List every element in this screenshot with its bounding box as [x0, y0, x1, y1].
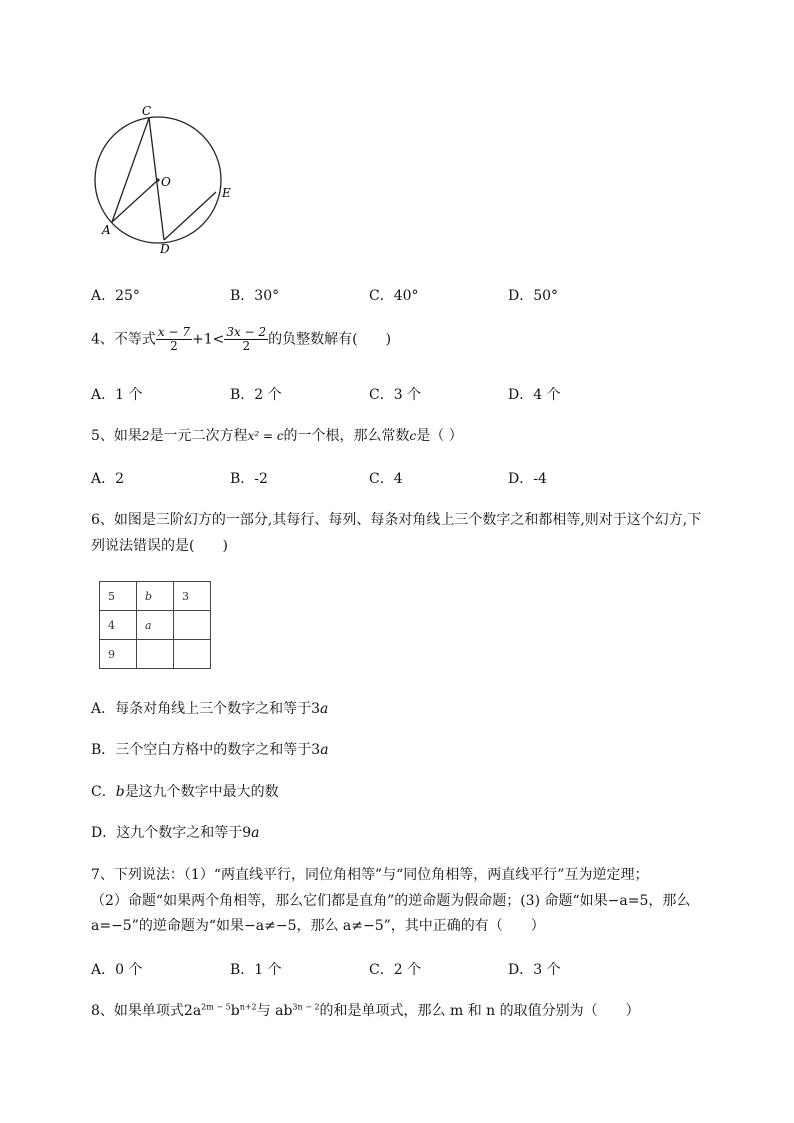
q5-variable-c: c [409, 429, 417, 443]
q5-equation: x² = c [247, 429, 284, 443]
q4-fraction-2 [224, 326, 268, 353]
q4-option-b[interactable]: B．2 个 [230, 387, 282, 403]
q6-option-c-prefix: C． [91, 784, 116, 800]
q5-option-d[interactable]: D．-4 [508, 471, 547, 487]
label-e: E [222, 186, 231, 200]
q7-option-a[interactable]: A．0 个 [91, 962, 143, 978]
q8-text-2: b [230, 1003, 240, 1019]
q4-frac1-denominator: 2 [170, 339, 178, 354]
q5-option-b[interactable]: B．-2 [230, 471, 268, 487]
q6-option-b-var: a [320, 742, 329, 758]
question-7-line-2: （2）命题“如果两个角相等，那么它们都是直角”的逆命题为假命题；(3) 命题“如果−a=5，那么 [91, 893, 691, 909]
q8-exponent-3: 3n − 2 [292, 1002, 320, 1012]
grid-cell: a [137, 611, 174, 640]
grid-cell [137, 640, 174, 669]
q4-frac1-numerator: x − 7 [157, 325, 191, 339]
q6-option-d-var: a [251, 825, 260, 841]
q5-text-4: 是（ ） [416, 428, 463, 444]
q6-option-b-text: B．三个空白方格中的数字之和等于3 [91, 742, 321, 758]
grid-cell [174, 640, 211, 669]
q6-option-a-var: a [320, 701, 329, 717]
q8-text-3: 与 ab [256, 1003, 293, 1019]
q5-text-2: 是一元二次方程 [149, 428, 248, 444]
grid-cell: 3 [174, 582, 211, 611]
q3-option-a[interactable]: A．25° [91, 288, 140, 304]
label-o: O [161, 175, 171, 189]
grid-row [100, 611, 211, 640]
q8-exponent-2: n+2 [239, 1002, 257, 1012]
q4-option-c[interactable]: C．3 个 [369, 387, 422, 403]
segment-ac [112, 118, 149, 222]
q7-option-b[interactable]: B．1 个 [230, 962, 282, 978]
question-7-line-3: a=−5”的逆命题为“如果−a≠−5，那么 a≠−5”，其中正确的有（ ） [91, 918, 545, 934]
q3-option-d[interactable]: D．50° [508, 288, 559, 304]
segment-de [164, 192, 216, 240]
q6-option-c-var: b [115, 784, 125, 800]
q5-option-c[interactable]: C．4 [369, 471, 403, 487]
grid-cell: b [137, 582, 174, 611]
q3-option-c[interactable]: C．40° [369, 288, 419, 304]
grid-cell: 9 [100, 640, 137, 669]
question-4 [91, 326, 391, 353]
q5-option-a[interactable]: A．2 [91, 471, 125, 487]
question-8 [91, 1000, 640, 1020]
circle-geometry-figure [88, 100, 248, 260]
q4-frac2-numerator: 3x − 2 [226, 325, 267, 339]
q6-option-c-text: 是这九个数字中最大的数 [124, 784, 279, 800]
q6-option-a-text: A．每条对角线上三个数字之和等于3 [91, 701, 321, 717]
q5-text-1: 5、如果 [91, 428, 142, 444]
grid-cell: 5 [100, 582, 137, 611]
q4-prefix: 4、不等式 [91, 331, 156, 348]
label-c: C [142, 104, 152, 118]
q8-text-4: 的和是单项式，那么 m 和 n 的取值分别为（ ） [319, 1003, 640, 1019]
q7-option-c[interactable]: C．2 个 [369, 962, 422, 978]
question-7-line-1: 7、下列说法：（1）“两直线平行，同位角相等”与“同位角相等，两直线平行”互为逆定理； [91, 867, 649, 883]
center-point [156, 178, 159, 181]
label-d: D [160, 242, 170, 256]
grid-row [100, 640, 211, 669]
q4-option-d[interactable]: D．4 个 [508, 387, 561, 403]
question-6-line-2: 列说法错误的是( ) [91, 538, 228, 554]
q6-option-a[interactable] [91, 698, 328, 718]
q4-middle: +1< [192, 331, 225, 348]
q6-option-c[interactable] [91, 781, 279, 801]
grid-cell [174, 611, 211, 640]
q6-option-d[interactable] [91, 822, 260, 842]
question-5 [91, 425, 463, 445]
q4-fraction-1 [156, 326, 192, 353]
q3-option-b[interactable]: B．30° [230, 288, 280, 304]
q5-text-3: 的一个根，那么常数 [283, 428, 410, 444]
q4-frac2-denominator: 2 [242, 339, 251, 354]
q5-value-2: 2 [141, 429, 150, 443]
grid-row [100, 582, 211, 611]
q7-option-d[interactable]: D．3 个 [508, 962, 561, 978]
label-a: A [102, 223, 111, 237]
question-6-line-1: 6、如图是三阶幻方的一部分,其每行、每列、每条对角线上三个数字之和都相等,则对于这个幻方,下 [91, 512, 702, 528]
q8-exponent-1: 2m − 5 [201, 1002, 231, 1012]
magic-square-grid [99, 581, 211, 669]
q4-suffix: 的负整数解有( ) [268, 331, 392, 348]
grid-cell: 4 [100, 611, 137, 640]
q4-option-a[interactable]: A．1 个 [91, 387, 143, 403]
q6-option-d-text: D．这九个数字之和等于9 [91, 825, 252, 841]
q6-option-b[interactable] [91, 739, 329, 759]
q8-text-1: 8、如果单项式2a [91, 1003, 202, 1019]
